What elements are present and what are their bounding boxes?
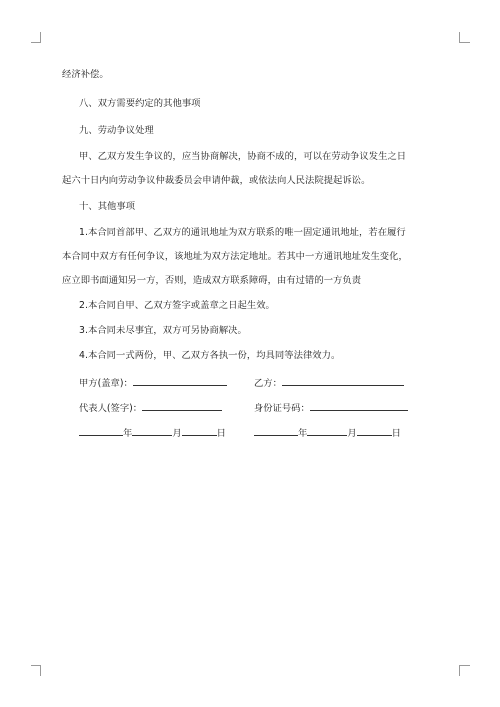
party-a-day-blank[interactable]	[182, 426, 217, 436]
party-b-year-blank[interactable]	[254, 426, 298, 436]
clause-2: 2.本合同自甲、乙双方签字或盖章之日起生效。	[79, 300, 275, 311]
party-a-year-blank[interactable]	[79, 426, 123, 436]
party-b-row	[254, 376, 404, 390]
day-label: 日	[391, 428, 401, 439]
party-b-month-blank[interactable]	[307, 426, 347, 436]
party-a-signature-line[interactable]	[133, 376, 227, 386]
party-b-day-blank[interactable]	[357, 426, 392, 436]
crop-mark-top-left	[31, 32, 41, 43]
clause-1-line-1: 1.本合同首部甲、乙双方的通讯地址为双方联系的唯一固定通讯地址，若在履行	[79, 227, 406, 238]
clause-1-line-3: 应立即书面通知另一方，否则，造成双方联系障碍，由有过错的一方负责	[62, 275, 362, 286]
clause-4: 4.本合同一式两份，甲、乙双方各执一份，均具同等法律效力。	[79, 350, 341, 361]
id-number-row	[254, 401, 408, 415]
party-b-label: 乙方：	[254, 378, 282, 389]
id-number-line[interactable]	[310, 401, 408, 411]
year-label: 年	[123, 428, 133, 439]
paragraph-dispute-line-1: 甲、乙双方发生争议的，应当协商解决，协商不成的，可以在劳动争议发生之日	[79, 151, 407, 162]
party-a-label: 甲方(盖章)：	[79, 378, 133, 389]
party-a-row	[79, 376, 227, 390]
clause-1-line-2: 本合同中双方有任何争议，该地址为双方法定地址。若其中一方通讯地址发生变化，	[62, 251, 408, 262]
party-a-date	[79, 426, 226, 440]
section-heading-dispute: 九、劳动争议处理	[79, 125, 154, 136]
representative-signature-line[interactable]	[142, 401, 222, 411]
month-label: 月	[172, 428, 182, 439]
representative-row	[79, 401, 222, 415]
party-b-date	[254, 426, 401, 440]
crop-mark-bottom-right	[459, 665, 470, 676]
month-label: 月	[347, 428, 357, 439]
id-number-label: 身份证号码：	[254, 403, 310, 414]
section-heading-other-matters: 十、其他事项	[79, 201, 136, 212]
crop-mark-top-right	[459, 32, 470, 43]
clause-3: 3.本合同未尽事宜，双方可另协商解决。	[79, 325, 247, 336]
section-heading-other-agreed: 八、双方需要约定的其他事项	[79, 98, 201, 109]
paragraph-compensation: 经济补偿。	[62, 69, 109, 80]
year-label: 年	[298, 428, 308, 439]
party-b-signature-line[interactable]	[282, 376, 404, 386]
crop-mark-bottom-left	[31, 665, 41, 676]
party-a-month-blank[interactable]	[132, 426, 172, 436]
paragraph-dispute-line-2: 起六十日内向劳动争议仲裁委员会申请仲裁，或依法向人民法院提起诉讼。	[62, 175, 371, 186]
representative-label: 代表人(签字)：	[79, 403, 143, 414]
day-label: 日	[216, 428, 226, 439]
